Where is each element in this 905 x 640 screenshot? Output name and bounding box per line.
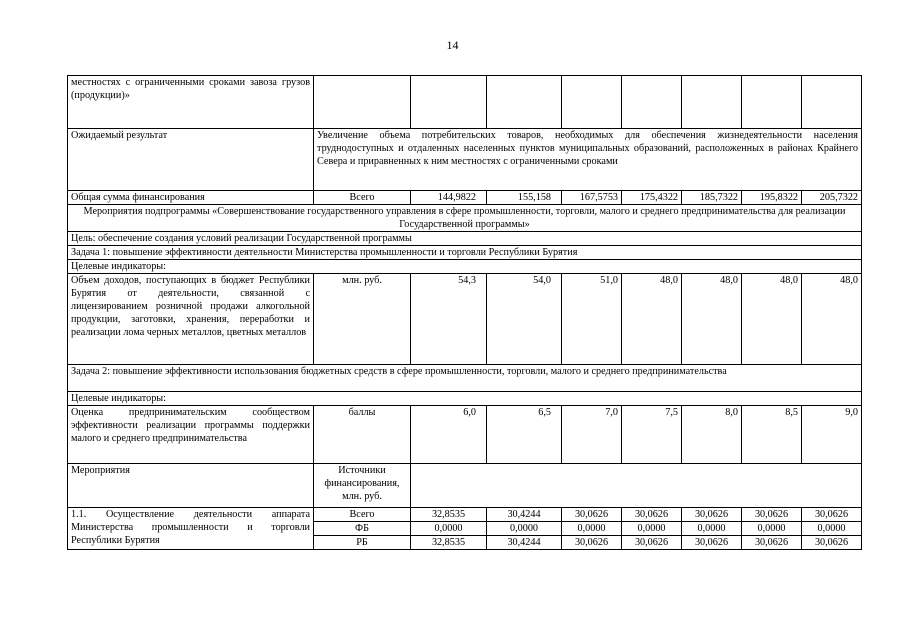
- subprogram-heading: Мероприятия подпрограммы «Совершенствование государственного управления в сфере промышленности, торговли, малого и среднего предпринимательства для реализации Государственной программы»: [68, 205, 862, 232]
- value-cell: 30,0626: [802, 536, 862, 550]
- goal-text: Цель: обеспечение создания условий реализации Государственной программы: [68, 232, 862, 246]
- value-cell: 7,0: [562, 406, 622, 464]
- value-cell: 51,0: [562, 274, 622, 365]
- table-row-task-2: [68, 365, 862, 392]
- value-cell: 0,0000: [562, 522, 622, 536]
- task-1-text: Задача 1: повышение эффективности деятельности Министерства промышленности и торговли Республики Бурятия: [68, 246, 862, 260]
- value-cell: 54,0: [487, 274, 562, 365]
- table-row-income-indicator: [68, 274, 862, 365]
- value-cell: 30,0626: [682, 508, 742, 522]
- value-cell: 9,0: [802, 406, 862, 464]
- value-cell: 48,0: [802, 274, 862, 365]
- value-cell: 195,8322: [742, 191, 802, 205]
- funding-sources-header: Источники финансирования, млн. руб.: [314, 464, 411, 508]
- table-row-goal: [68, 232, 862, 246]
- value-cell: 0,0000: [742, 522, 802, 536]
- table-row-indicators-1: [68, 260, 862, 274]
- table-row-expected-result: [68, 129, 862, 191]
- value-cell: 32,8535: [411, 508, 487, 522]
- value-cell: 144,9822: [411, 191, 487, 205]
- value-cell: 30,0626: [682, 536, 742, 550]
- value-cell: 54,3: [411, 274, 487, 365]
- task-2-text: Задача 2: повышение эффективности использования бюджетных средств в сфере промышленности, торговли, малого и среднего предпринимательства: [68, 365, 862, 392]
- value-cell: 30,0626: [622, 536, 682, 550]
- value-cell: 0,0000: [487, 522, 562, 536]
- indicators-heading: Целевые индикаторы:: [68, 392, 862, 406]
- activity-label: 1.1. Осуществление деятельности аппарата Министерства промышленности и торговли Республики Бурятия: [68, 508, 314, 550]
- value-cell: 167,5753: [562, 191, 622, 205]
- value-cell: 185,7322: [682, 191, 742, 205]
- value-cell: 48,0: [622, 274, 682, 365]
- value-cell: 48,0: [682, 274, 742, 365]
- table-row-events-header: [68, 464, 862, 508]
- table-row-task-1: [68, 246, 862, 260]
- value-cell: 8,0: [682, 406, 742, 464]
- row-label: Оценка предпринимательским сообществом эффективности реализации программы поддержки малого и среднего предпринимательства: [68, 406, 314, 464]
- unit-cell: ФБ: [314, 522, 411, 536]
- unit-cell: Всего: [314, 191, 411, 205]
- table-row-score-indicator: [68, 406, 862, 464]
- value-cell: 30,0626: [742, 536, 802, 550]
- row-label: Мероприятия: [68, 464, 314, 508]
- value-cell: 8,5: [742, 406, 802, 464]
- row-label: Ожидаемый результат: [68, 129, 314, 191]
- value-cell: 30,0626: [562, 508, 622, 522]
- value-cell: 155,158: [487, 191, 562, 205]
- table-row-subprogram: [68, 205, 862, 232]
- value-cell: 32,8535: [411, 536, 487, 550]
- value-cell: 30,4244: [487, 536, 562, 550]
- value-cell: 30,0626: [802, 508, 862, 522]
- value-cell: 175,4322: [622, 191, 682, 205]
- value-cell: 205,7322: [802, 191, 862, 205]
- indicators-heading: Целевые индикаторы:: [68, 260, 862, 274]
- value-cell: 48,0: [742, 274, 802, 365]
- value-cell: 0,0000: [802, 522, 862, 536]
- value-cell: 30,0626: [742, 508, 802, 522]
- value-cell: 0,0000: [682, 522, 742, 536]
- value-cell: 0,0000: [411, 522, 487, 536]
- value-cell: 6,5: [487, 406, 562, 464]
- table-row-total-financing: [68, 191, 862, 205]
- unit-cell: Всего: [314, 508, 411, 522]
- value-cell: 30,0626: [562, 536, 622, 550]
- unit-cell: РБ: [314, 536, 411, 550]
- value-cell: 0,0000: [622, 522, 682, 536]
- value-cell: 30,4244: [487, 508, 562, 522]
- financing-table: [67, 75, 862, 550]
- expected-result-text: Увеличение объема потребительских товаров, необходимых для обеспечения жизнедеятельности населения труднодоступных и отдаленных населенных пунктов муниципальных образований, расположенных в районах Крайнего Севера и приравненных к ним местностях с ограниченными сроками: [314, 129, 862, 191]
- row-label: Объем доходов, поступающих в бюджет Республики Бурятия от деятельности, связанной с лицензированием розничной продажи алкогольной продукции, заготовки, хранения, переработки и реализации лома черных металлов, цветных металлов: [68, 274, 314, 365]
- value-cell: 7,5: [622, 406, 682, 464]
- row-label: Общая сумма финансирования: [68, 191, 314, 205]
- value-cell: 30,0626: [622, 508, 682, 522]
- table-row-continuation: [68, 76, 862, 129]
- unit-cell: млн. руб.: [314, 274, 411, 365]
- page-number: 14: [446, 38, 459, 52]
- table-row-activity-total: [68, 508, 862, 522]
- unit-cell: баллы: [314, 406, 411, 464]
- row-label: местностях с ограниченными сроками завоза грузов (продукции)»: [68, 76, 314, 129]
- value-cell: 6,0: [411, 406, 487, 464]
- table-row-indicators-2: [68, 392, 862, 406]
